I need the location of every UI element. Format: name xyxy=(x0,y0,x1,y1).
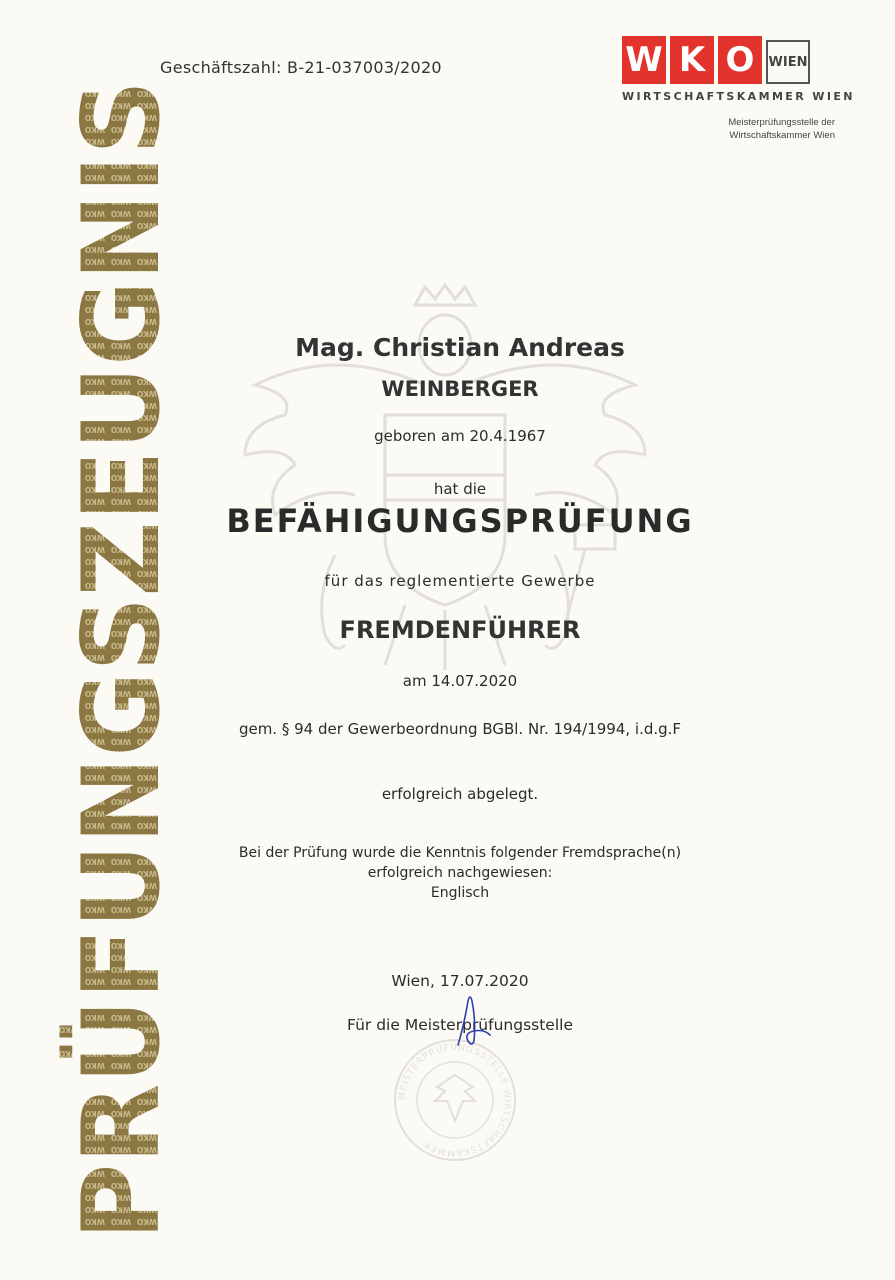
signed-for: Für die Meisterprüfungsstelle xyxy=(347,1016,573,1034)
logo-subtitle: WIRTSCHAFTSKAMMER WIEN xyxy=(622,90,855,103)
logo-letter-k: K xyxy=(670,36,714,84)
passed-text: erfolgreich abgelegt. xyxy=(381,785,539,803)
trade-intro: für das reglementierte Gewerbe xyxy=(324,572,596,590)
language-intro-line1: Bei der Prüfung wurde die Kenntnis folgender Fremdsprache(n) xyxy=(238,845,682,861)
vertical-title-text: PRÜFUNGSZEUGNIS xyxy=(60,57,183,1240)
issuer-note-line2: Wirtschaftskammer Wien xyxy=(729,130,835,141)
case-number: Geschäftszahl: B-21-037003/2020 xyxy=(160,58,442,77)
exam-date: am 14.07.2020 xyxy=(402,672,518,690)
language-intro-line2: erfolgreich nachgewiesen: xyxy=(367,865,553,881)
trade-name: FREMDENFÜHRER xyxy=(339,616,581,644)
svg-text:MEISTERPRÜFUNGSSTELLE WIRTSCHA: MEISTERPRÜFUNGSSTELLE WIRTSCHAFTSKAMMER xyxy=(397,1042,513,1158)
logo-region: WIEN xyxy=(766,40,810,84)
handwritten-signature-icon xyxy=(440,990,500,1050)
vertical-title xyxy=(40,57,183,1240)
law-reference: gem. § 94 der Gewerbeordnung BGBl. Nr. 194/1994, i.d.g.F xyxy=(238,720,682,738)
birth-date: geboren am 20.4.1967 xyxy=(374,427,546,445)
language: Englisch xyxy=(430,885,490,901)
holder-name-line1: Mag. Christian Andreas xyxy=(295,333,625,362)
embossed-seal-icon xyxy=(390,1035,520,1165)
logo-letter-w: W xyxy=(622,36,666,84)
holder-name-line2: WEINBERGER xyxy=(381,377,539,401)
issuer-note-line1: Meisterprüfungsstelle der xyxy=(728,117,835,128)
issuer-note xyxy=(635,116,835,142)
has-the-text: hat die xyxy=(433,480,487,498)
logo-letter-o: O xyxy=(718,36,762,84)
place-and-date: Wien, 17.07.2020 xyxy=(391,972,529,990)
exam-title: BEFÄHIGUNGSPRÜFUNG xyxy=(226,502,694,540)
